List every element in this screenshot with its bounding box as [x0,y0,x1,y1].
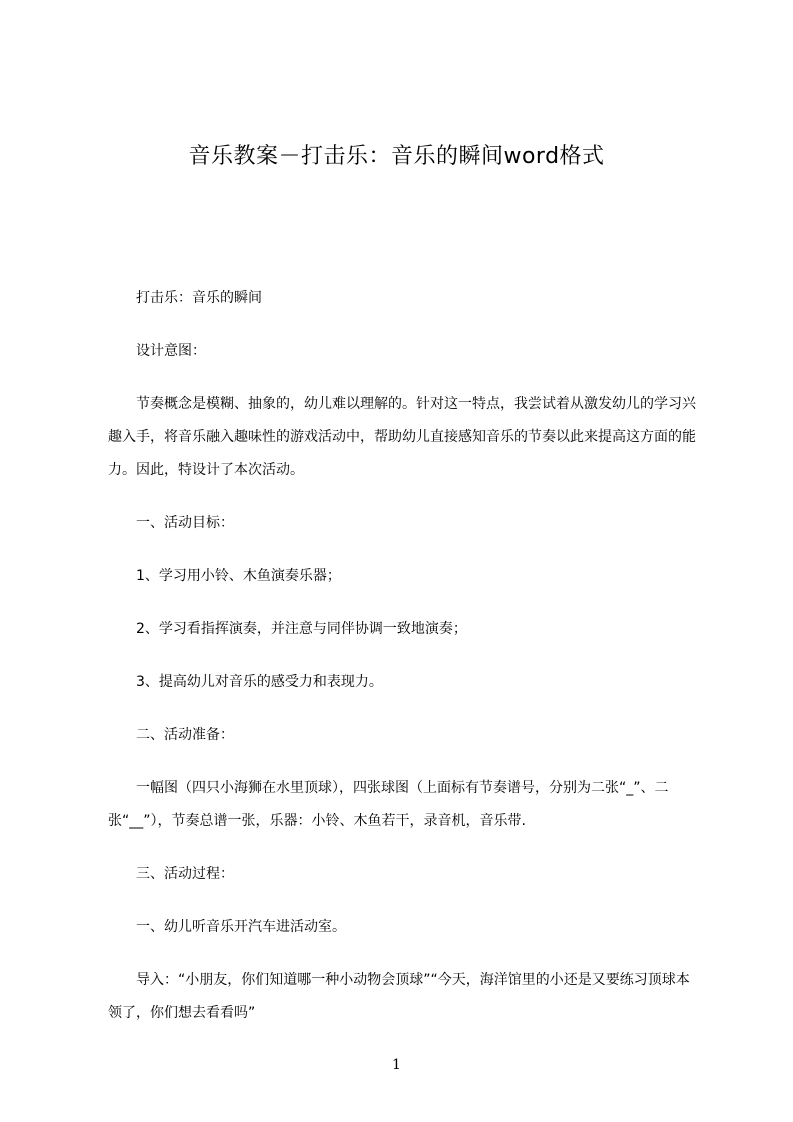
document-body [108,282,700,1030]
paragraph-goal-3: 3、提高幼儿对音乐的感受力和表现力。 [136,674,383,690]
paragraph-design-intent-heading: 设计意图： [136,343,206,359]
paragraph-subtitle: 打击乐：音乐的瞬间 [136,290,262,306]
paragraph-preparation-heading: 二、活动准备： [136,727,234,743]
paragraph-preparation-body: 一幅图（四只小海狮在水里顶球），四张球图（上面标有节奏谱号，分别为二张“_”、二张“__”），节奏总谱一张，乐器：小铃、木鱼若干，录音机，音乐带. [108,780,669,829]
paragraph-goal-1: 1、学习用小铃、木鱼演奏乐器； [136,568,341,584]
paragraph-process-heading: 三、活动过程： [136,866,234,882]
page-number: 1 [392,1057,401,1073]
paragraph-process-step-1: 一、幼儿听音乐开汽车进活动室。 [136,919,346,935]
paragraph-introduction: 导入：“小朋友，你们知道哪一种小动物会顶球”“今天，海洋馆里的小还是又要练习顶球本领了，你们想去看看吗” [108,972,690,1021]
paragraph-design-intent-body: 节奏概念是模糊、抽象的，幼儿难以理解的。针对这一特点，我尝试着从激发幼儿的学习兴趣入手，将音乐融入趣味性的游戏活动中，帮助幼儿直接感知音乐的节奏以此来提高这方面的能力。因此，特设计了本次活动。 [108,396,696,478]
paragraph-goals-heading: 一、活动目标： [136,515,234,531]
document-title: 音乐教案－打击乐：音乐的瞬间word格式 [188,144,605,169]
paragraph-goal-2: 2、学习看指挥演奏，并注意与同伴协调一致地演奏； [136,621,467,637]
